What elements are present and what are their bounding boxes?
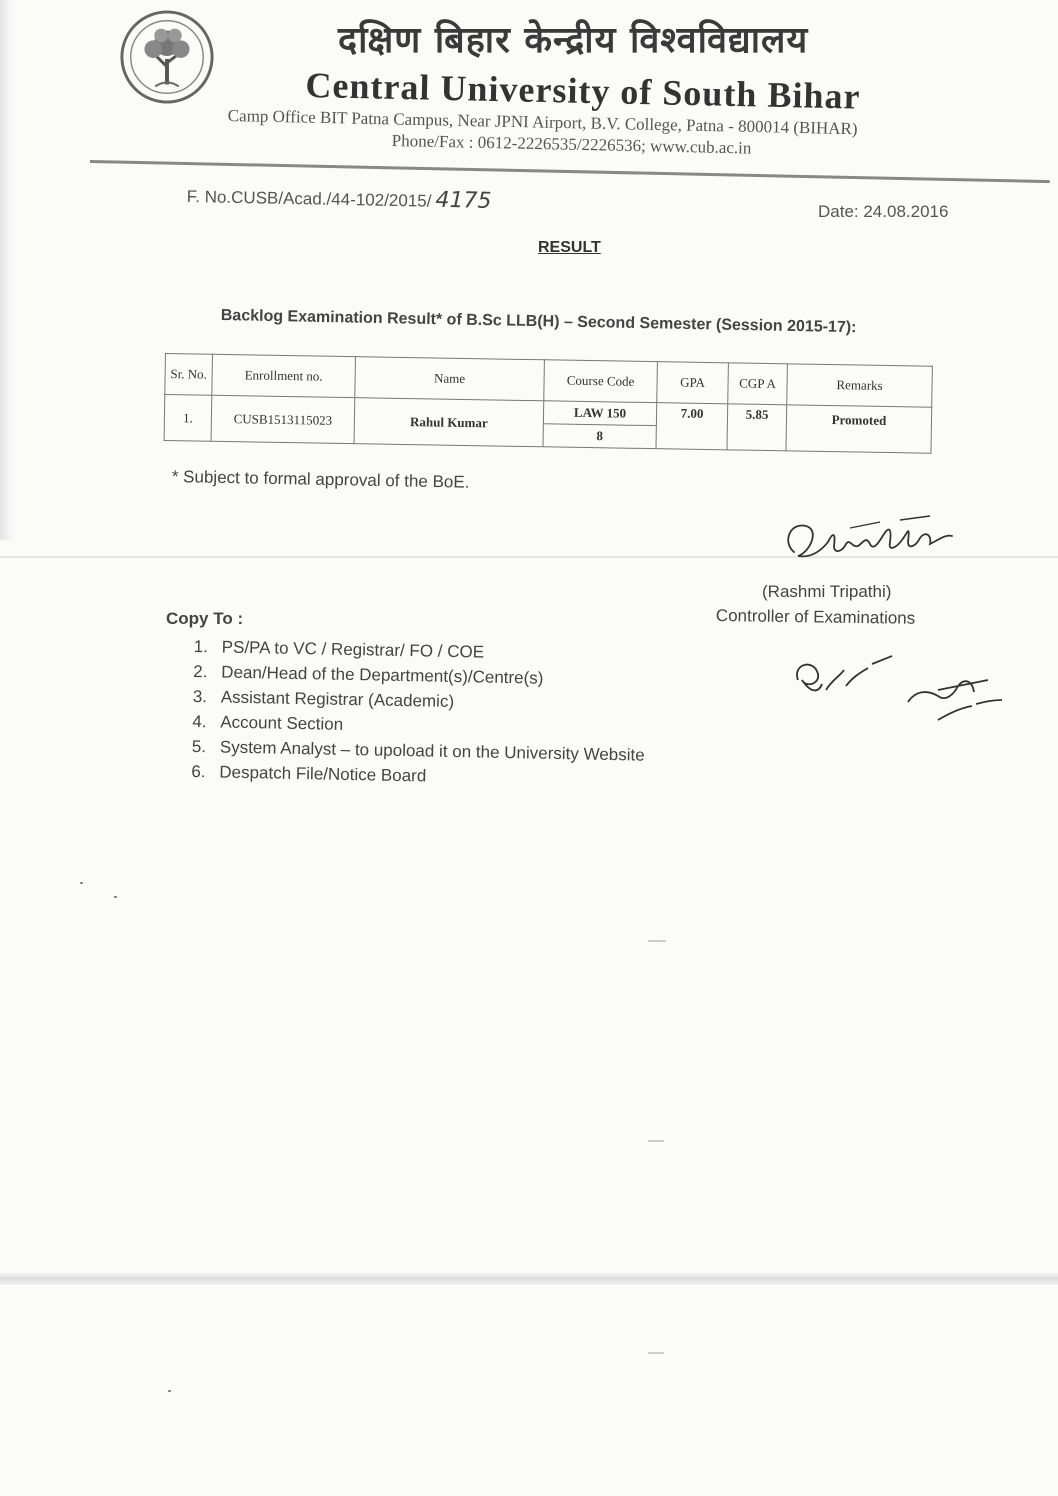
result-subtitle: Backlog Examination Result* of B.Sc LLB(H) – Second Semester (Session 2015-17):	[220, 307, 857, 337]
scan-speck	[168, 1390, 171, 1392]
header-cgpa: CGP A	[728, 363, 788, 405]
result-table	[164, 353, 933, 454]
page-title: RESULT	[538, 239, 601, 256]
scan-speck	[114, 896, 117, 898]
scan-speck	[648, 1352, 664, 1354]
list-item: 4. Account Section	[192, 711, 344, 734]
scan-edge-shadow	[0, 0, 18, 540]
footnote: * Subject to formal approval of the BoE.	[171, 467, 470, 492]
header-course-code: Course Code	[544, 360, 658, 403]
signature-image	[780, 512, 970, 572]
reference-handwritten-number: 4175	[435, 187, 492, 214]
copy-to-heading: Copy To :	[166, 609, 244, 628]
header-name: Name	[355, 357, 545, 401]
cell-name: Rahul Kumar	[354, 398, 544, 447]
university-seal-logo	[118, 8, 216, 106]
scan-speck	[648, 1140, 664, 1142]
cell-gpa: 7.00	[656, 403, 728, 450]
cell-course-code-cont: 8	[543, 424, 656, 449]
header-enrollment: Enrollment no.	[212, 354, 356, 397]
signatory-name: (Rashmi Tripathi)	[762, 582, 892, 601]
university-contact: Phone/Fax : 0612-2226535/2226536; www.cub.ac.in	[391, 131, 752, 158]
document-date: Date: 24.08.2016	[818, 202, 949, 221]
copy-to-list	[191, 634, 647, 793]
cell-cgpa: 5.85	[727, 404, 787, 451]
header-divider	[90, 160, 1050, 183]
scan-speck	[648, 940, 666, 942]
list-item: 1. PS/PA to VC / Registrar/ FO / COE	[193, 636, 485, 662]
signatory-title: Controller of Examinations	[715, 606, 916, 628]
list-item: 5. System Analyst – to upoload it on the University Website	[191, 736, 645, 765]
university-address: Camp Office BIT Patna Campus, Near JPNI Airport, B.V. College, Patna - 800014 (BIHAR)	[227, 106, 858, 139]
reference-number	[187, 183, 492, 214]
cell-sr: 1.	[164, 395, 212, 442]
reference-prefix: F. No.CUSB/Acad./44-102/2015/	[186, 186, 432, 211]
result-table-container	[164, 353, 933, 454]
handwritten-initials-image	[788, 650, 1018, 740]
university-name-hindi: दक्षिण बिहार केन्द्रीय विश्वविद्यालय	[338, 20, 809, 61]
header-remarks: Remarks	[787, 364, 933, 407]
list-item: 6. Despatch File/Notice Board	[191, 761, 427, 786]
list-item: 2. Dean/Head of the Department(s)/Centre(s)	[193, 661, 544, 688]
university-name-english: Central University of South Bihar	[305, 64, 861, 117]
list-item: 3. Assistant Registrar (Academic)	[192, 686, 455, 712]
cell-enrollment: CUSB1513115023	[211, 395, 355, 443]
header-sr-no: Sr. No.	[165, 354, 213, 396]
paper-fold-line	[0, 1273, 1058, 1285]
cell-remarks: Promoted	[786, 405, 932, 453]
header-gpa: GPA	[657, 362, 729, 404]
cell-course-code: LAW 150	[543, 401, 656, 426]
scan-speck	[80, 882, 83, 884]
